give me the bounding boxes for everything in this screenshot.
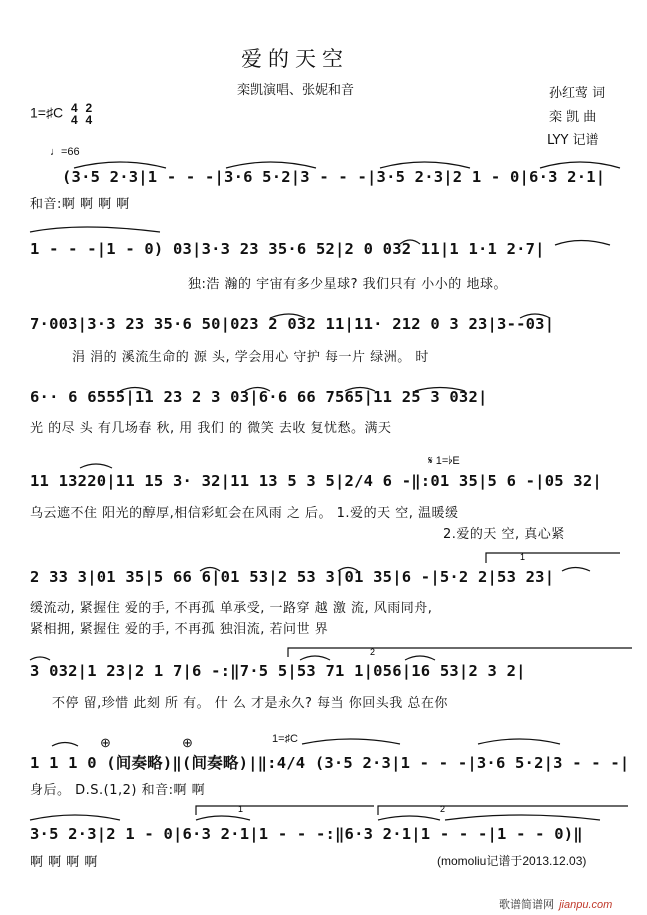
- volta-bracket-2: [288, 648, 632, 657]
- volta-bracket-1: [486, 553, 620, 563]
- music-row-9: 3·5 2·3|2 1 - 0|6·3 2·1|1 - - -:‖6·3 2·1|1 - - -|1 - - 0)‖: [30, 825, 583, 843]
- lyric-row-2: 独:浩 瀚的 宇宙有多少星球? 我们只有 小小的 地球。: [188, 277, 507, 292]
- song-subtitle: 栾凯演唱、张妮和音: [237, 83, 355, 98]
- watermark-cn: 歌谱简谱网: [499, 898, 554, 911]
- key-change-c-mark: 1=♯C: [272, 733, 298, 745]
- tempo-mark: ♩=66: [50, 146, 80, 158]
- tie-arc: [562, 568, 590, 572]
- volta-1b-label: 1: [238, 804, 244, 814]
- ts1-num: 4: [70, 101, 78, 115]
- slur-arc: [445, 815, 600, 820]
- music-row-8: 1 1 1 0 (间奏略)‖(间奏略)|‖:4/4 (3·5 2·3|1 - - -|3·6 5·2|3 - - -|: [30, 754, 630, 772]
- music-row-7: 3 032|1 23|2 1 7|6 -:‖7·5 5|53 71 1|056|16 53|2 3 2|: [30, 662, 526, 680]
- ts2-den: 4: [85, 113, 93, 127]
- music-row-3: 7·003|3·3 23 35·6 50|023 2 032 11|11· 212 0 3 23|3--03|: [30, 315, 555, 333]
- volta-1-label: 1: [520, 552, 526, 562]
- watermark: [499, 893, 612, 912]
- lyric-row-1: 和音:啊 啊 啊 啊: [30, 197, 130, 212]
- song-title: 爱的天空: [241, 47, 349, 71]
- transcription-credit: (momoliu记谱于2013.12.03): [437, 854, 587, 868]
- volta-bracket-1b: [196, 806, 374, 815]
- slur-arc: [378, 816, 440, 820]
- lyric-row-5: 乌云遮不住 阳光的醇厚,相信彩虹会在风雨 之 后。 1.爱的天 空, 温暖缓: [30, 506, 459, 521]
- lyric-row-5b: 2.爱的天 空, 真心紧: [443, 527, 565, 542]
- key-text: 1=♯C: [30, 104, 64, 121]
- lyricist-credit: 孙红莺 词: [549, 86, 606, 101]
- tie-arc: [300, 656, 330, 660]
- ts1-den: 4: [70, 113, 78, 127]
- slur-arc: [196, 816, 250, 820]
- lyric-row-6b: 紧相拥, 紧握住 爱的手, 不再孤 独泪流, 若问世 界: [30, 622, 329, 637]
- music-row-4: 6·· 6 6555|11 23 2 3 03|6·6 66 7565|11 25 3 032|: [30, 388, 488, 406]
- volta-2-label: 2: [370, 647, 376, 657]
- lyric-row-7: 不停 留,珍惜 此刻 所 有。 什 么 才是永久? 每当 你回头我 总在你: [52, 696, 448, 711]
- coda-icon: ⊕: [100, 735, 111, 750]
- lyric-row-3: 涓 涓的 溪流生命的 源 头, 学会用心 守护 每一片 绿洲。 时: [72, 350, 429, 365]
- watermark-url: jianpu.com: [559, 899, 613, 911]
- lyric-row-9: 啊 啊 啊 啊: [30, 855, 98, 870]
- music-row-1: (3·5 2·3|1 - - -|3·6 5·2|3 - - -|3·5 2·3|2 1 - 0|6·3 2·1|: [62, 168, 606, 186]
- slur-arc: [478, 739, 560, 744]
- tie-arc: [30, 227, 160, 232]
- slur-arc: [30, 815, 120, 820]
- coda-icon-2: ⊕: [182, 735, 193, 750]
- transcriber-credit: LYY 记谱: [547, 133, 599, 148]
- tie-arc: [30, 657, 50, 660]
- tie-arc: [80, 464, 112, 468]
- lyric-row-6: 缓流动, 紧握住 爱的手, 不再孤 单承受, 一路穿 越 激 流, 风雨同舟,: [30, 601, 433, 616]
- music-row-6: 2 33 3|01 35|5 66 6|01 53|2 53 3|01 35|6 -|5·2 2|53 23|: [30, 568, 555, 586]
- key-change-eb: 1=♭E: [435, 455, 460, 467]
- tie-arc: [52, 743, 78, 747]
- ts2-num: 2: [85, 101, 93, 115]
- lyric-row-8: 身后。 D.S.(1,2) 和音:啊 啊: [30, 783, 206, 798]
- tie-arc: [555, 241, 610, 246]
- volta-2b-label: 2: [440, 804, 446, 814]
- music-row-2: 1 - - -|1 - 0) 03|3·3 23 35·6 52|2 0 032 11|1 1·1 2·7|: [30, 240, 545, 258]
- volta-bracket-2b: [378, 806, 628, 815]
- segno-mark: [428, 455, 460, 468]
- slur-arc: [302, 739, 400, 744]
- tie-arc: [405, 656, 435, 660]
- music-row-5: 11 13220|11 15 3· 32|11 13 5 3 5|2/4 6 -‖:01 35|5 6 -|05 32|: [30, 472, 602, 490]
- segno-icon: 𝄋: [428, 455, 433, 467]
- composer-credit: 栾 凯 曲: [549, 110, 597, 125]
- lyric-row-4: 光 的尽 头 有几场春 秋, 用 我们 的 微笑 去收 复忧愁。满天: [30, 421, 392, 436]
